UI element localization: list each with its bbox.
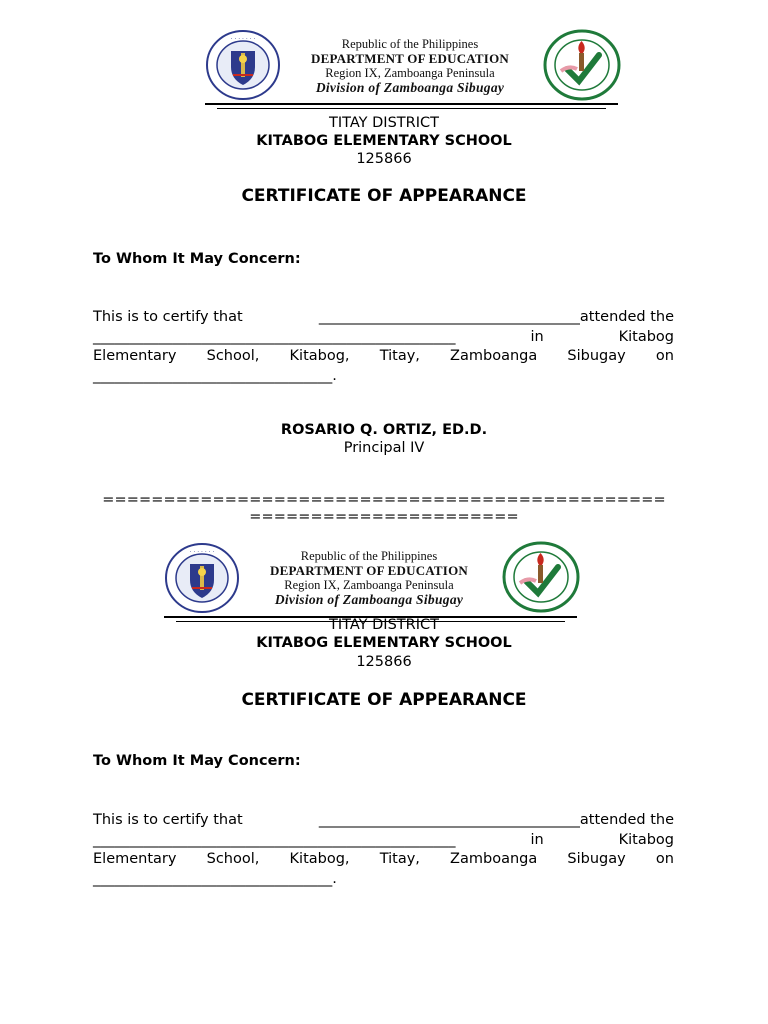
salutation: To Whom It May Concern: [93,753,301,769]
body-text: School, [206,348,260,365]
body-text: Kitabog [618,328,674,345]
body-text: Zamboanga [450,851,538,868]
letterhead-lettering: Republic of the Philippines DEPARTMENT OF EDUCATION Region IX, Zamboanga Peninsula Division of Zamboanga Sibugay [311,37,509,95]
body-text: Titay, [379,851,420,868]
district-name: TITAY DISTRICT [329,115,439,131]
body-text: Titay, [379,348,420,365]
name-blank: ____________________________________attended the [318,812,674,828]
school-id: 125866 [356,654,412,670]
svg-text:· · · · · · ·: · · · · · · · [189,549,215,556]
signatory-position: Principal IV [343,440,425,456]
certificate-title: CERTIFICATE OF APPEARANCE [241,690,527,710]
letterhead-rule-thin [217,108,606,109]
body-text: Elementary [93,348,177,365]
body-text: in [530,831,544,848]
letterhead-rule-thick [205,103,618,105]
event-blank: __________________________________________________ [93,328,456,345]
deped-division-seal-right-icon [502,541,580,613]
salutation: To Whom It May Concern: [93,251,301,267]
svg-text:· · · · · · ·: · · · · · · · [230,36,256,43]
deped-seal-left-icon [164,542,240,614]
date-blank: _________________________________. [93,870,337,887]
name-blank: ____________________________________attended the [318,309,674,325]
body-text: on [655,851,674,868]
district-name: TITAY DISTRICT [329,617,439,633]
body-text: Kitabog, [289,348,350,365]
body-text: in [530,328,544,345]
school-id: 125866 [356,151,412,167]
signatory-name: ROSARIO Q. ORTIZ, ED.D. [280,422,488,438]
cut-separator-line-1: ============================================== [102,492,666,508]
body-text: Elementary [93,851,177,868]
certificate-title: CERTIFICATE OF APPEARANCE [241,186,527,206]
body-text: Sibugay [567,851,626,868]
event-blank: __________________________________________________ [93,831,456,848]
cut-separator-line-2: ====================== [249,509,519,525]
body-text: Kitabog, [289,851,350,868]
certificate-body [93,308,674,386]
deped-division-seal-right-icon [543,29,621,101]
certificate-body [93,811,674,889]
date-blank: _________________________________. [93,367,337,384]
school-name: KITABOG ELEMENTARY SCHOOL [256,133,512,149]
letterhead-lettering: Republic of the Philippines DEPARTMENT OF EDUCATION Region IX, Zamboanga Peninsula Division of Zamboanga Sibugay [270,549,468,607]
body-text: This is to certify that [93,812,243,828]
body-text: Zamboanga [450,348,538,365]
body-text: Kitabog [618,831,674,848]
body-text: Sibugay [567,348,626,365]
body-text: School, [206,851,260,868]
deped-seal-left-icon [205,29,281,101]
body-text: This is to certify that [93,309,243,325]
body-text: on [655,348,674,365]
school-name: KITABOG ELEMENTARY SCHOOL [256,635,512,651]
